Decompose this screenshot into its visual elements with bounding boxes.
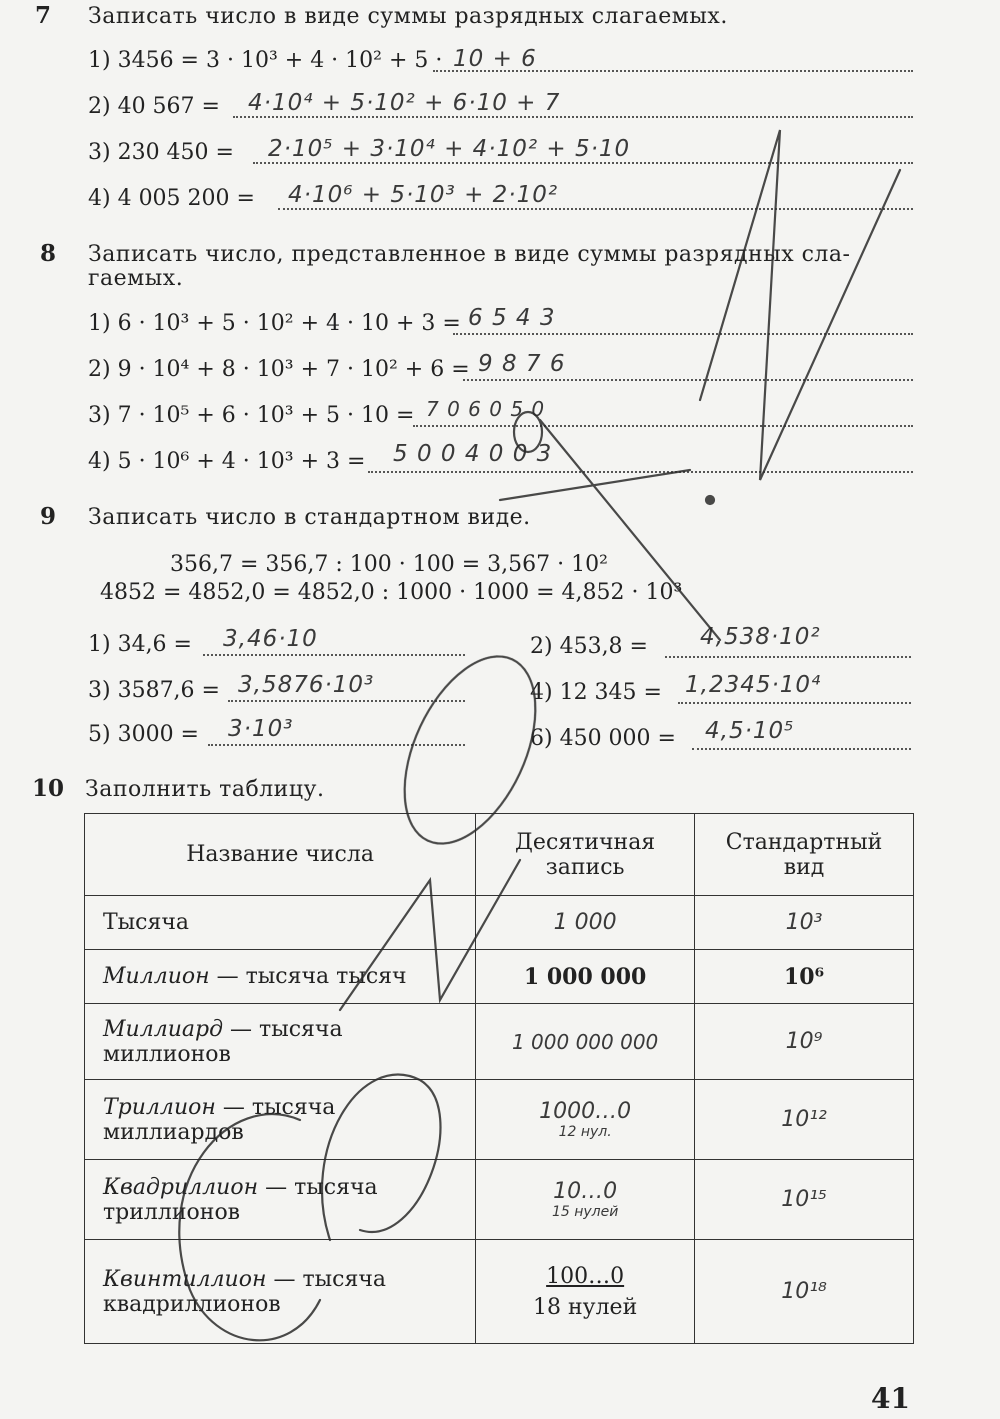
header-standard: Стандартный вид [695,814,914,896]
answer-line [692,748,911,750]
task-8-item-2-answer: 9 8 7 6 [478,351,566,377]
task-9-item-3-label: 3) 3587,6 = [88,678,220,703]
row-name: Триллион — тысяча миллиардов [85,1080,476,1160]
task-8-item-3-label: 3) 7 · 10⁵ + 6 · 10³ + 5 · 10 = [88,403,415,428]
scribble-dot [706,496,714,504]
task-9-item-6-label: 6) 450 000 = [530,726,676,751]
task-9-title: Записать число в стандартном виде. [88,505,531,530]
task-9-item-1 [88,626,468,666]
answer-line [665,656,911,658]
task-7-item-2-label: 2) 40 567 = [88,94,220,119]
answer-line [228,700,465,702]
task-10-number: 10 [32,775,65,802]
row-decimal: 10…0 15 нулей [476,1160,695,1240]
task-9-item-1-answer: 3,46·10 [223,626,318,652]
task-8-item-1-answer: 6 5 4 3 [468,305,556,331]
answer-line [208,744,465,746]
answer-line [678,702,911,704]
header-name: Название числа [85,814,476,896]
header-decimal: Десятичная запись [476,814,695,896]
task-9-number: 9 [40,503,57,530]
row-name: Тысяча [85,896,476,950]
task-9-item-4 [530,672,914,714]
answer-line [463,379,913,381]
task-9-item-2 [530,624,914,668]
number-names-table [84,813,914,1344]
row-standard: 10⁹ [695,1004,914,1080]
row-name: Квадриллион — тысяча триллионов [85,1160,476,1240]
task-8-item-4-answer: 5 0 0 4 0 0 3 [393,441,553,467]
row-decimal: 1 000 [476,896,695,950]
task-7-item-4 [88,182,914,220]
task-7-item-1 [88,48,914,82]
answer-line [413,425,913,427]
row-decimal: 1 000 000 000 [476,1004,695,1080]
task-9-item-2-label: 2) 453,8 = [530,634,648,659]
row-name: Квинтиллион — тысяча квадриллионов [85,1240,476,1344]
task-7-item-2-answer: 4·10⁴ + 5·10² + 6·10 + 7 [248,90,561,116]
row-decimal: 100…0 18 нулей [476,1240,695,1344]
task-7-item-4-answer: 4·10⁶ + 5·10³ + 2·10² [288,182,559,208]
task-8-item-2 [88,351,914,391]
task-9-item-5-answer: 3·10³ [228,716,294,742]
table-row [85,1240,914,1344]
task-9-example-1: 356,7 = 356,7 : 100 · 100 = 3,567 · 10² [170,552,608,577]
answer-line [253,162,913,164]
task-9-item-5 [88,716,468,756]
task-7-item-3-label: 3) 230 450 = [88,140,234,165]
task-8-number: 8 [40,240,57,267]
answer-line [368,471,913,473]
page-number: 41 [871,1382,910,1415]
task-7-item-4-label: 4) 4 005 200 = [88,186,255,211]
row-standard: 10⁶ [695,950,914,1004]
row-name: Миллион — тысяча тысяч [85,950,476,1004]
task-8-item-3-answer: 7 0 6 0 5 0 [426,397,546,421]
row-standard: 10¹⁸ [695,1240,914,1344]
task-7-item-1-answer: 10 + 6 [453,46,537,72]
task-8-title-line-1: Записать число, представленное в виде суммы разрядных сла- [88,242,851,267]
task-7-item-2 [88,90,914,128]
task-7-item-1-label: 1) 3456 = 3 · 10³ + 4 · 10² + 5 · [88,48,443,73]
task-8-item-2-label: 2) 9 · 10⁴ + 8 · 10³ + 7 · 10² + 6 = [88,357,470,382]
task-9-item-4-label: 4) 12 345 = [530,680,662,705]
task-9-item-1-label: 1) 34,6 = [88,632,192,657]
task-8-item-4 [88,441,914,483]
answer-line [278,208,913,210]
task-9-item-3 [88,672,468,712]
table-row [85,896,914,950]
row-decimal: 1 000 000 [476,950,695,1004]
task-8-item-4-label: 4) 5 · 10⁶ + 4 · 10³ + 3 = [88,449,366,474]
task-9-example-2: 4852 = 4852,0 = 4852,0 : 1000 · 1000 = 4,852 · 10³ [100,580,683,605]
table-row [85,1004,914,1080]
row-standard: 10³ [695,896,914,950]
task-7-number: 7 [35,2,52,29]
task-9-item-6-answer: 4,5·10⁵ [705,718,795,744]
table-header-row [85,814,914,896]
task-10-title: Заполнить таблицу. [85,777,325,802]
row-standard: 10¹⁵ [695,1160,914,1240]
table-row [85,950,914,1004]
task-7-item-3-answer: 2·10⁵ + 3·10⁴ + 4·10² + 5·10 [268,136,631,162]
task-7-item-3 [88,136,914,174]
table-row [85,1080,914,1160]
task-9-item-5-label: 5) 3000 = [88,722,199,747]
task-8-title-line-2: гаемых. [88,266,184,291]
task-9-item-2-answer: 4,538·10² [700,624,821,650]
task-9-item-6 [530,718,914,760]
task-7-title: Записать число в виде суммы разрядных слагаемых. [88,4,728,29]
row-name: Миллиард — тысяча миллионов [85,1004,476,1080]
row-standard: 10¹² [695,1080,914,1160]
task-9-item-3-answer: 3,5876·10³ [238,672,375,698]
row-decimal: 1000…0 12 нул. [476,1080,695,1160]
task-8-item-1 [88,305,914,345]
answer-line [203,654,465,656]
answer-line [453,333,913,335]
table-row [85,1160,914,1240]
task-8-item-1-label: 1) 6 · 10³ + 5 · 10² + 4 · 10 + 3 = [88,311,461,336]
task-8-item-3 [88,397,914,437]
task-9-item-4-answer: 1,2345·10⁴ [685,672,822,698]
answer-line [233,116,913,118]
